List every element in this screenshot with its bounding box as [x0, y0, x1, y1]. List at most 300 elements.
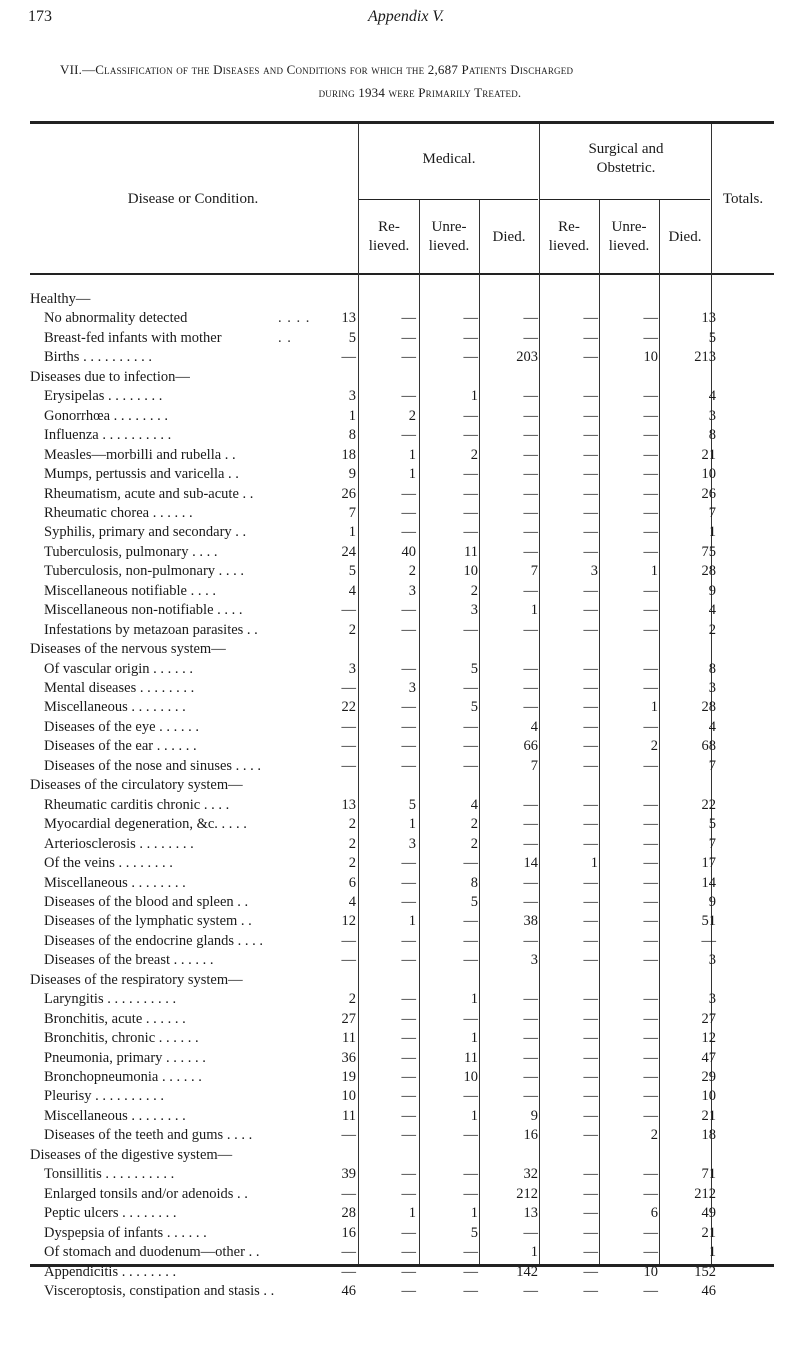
table-cell: 3 [590, 563, 598, 580]
table-cell: — [643, 446, 658, 463]
table-cell: 142 [516, 1263, 538, 1280]
table-cell: 5 [470, 893, 478, 910]
table-cell: 5 [708, 329, 716, 346]
table-row [0, 1244, 800, 1264]
table-cell: 2 [408, 563, 416, 580]
table-cell: 5 [708, 816, 716, 833]
table-cell: 71 [701, 1166, 716, 1183]
leader-dots: . . . . [278, 310, 311, 327]
table-row [0, 1186, 800, 1206]
table-cell: — [643, 893, 658, 910]
table-cell: 21 [701, 446, 716, 463]
header-med-relieved: Re- lieved. [368, 219, 410, 254]
row-label: Bronchopneumonia . . . . . . [44, 1069, 202, 1085]
table-cell: 2 [650, 738, 658, 755]
table-cell: — [583, 543, 598, 560]
row-label: Erysipelas . . . . . . . . [44, 388, 163, 405]
row-label: Breast-fed infants with mother [44, 329, 222, 346]
table-cell: — [643, 1224, 658, 1241]
row-label: Rheumatic carditis chronic . . . . [44, 796, 230, 813]
table-cell: 26 [701, 485, 716, 502]
table-cell: 3 [408, 582, 416, 599]
table-row [0, 699, 800, 719]
table-cell: — [701, 932, 716, 949]
table-cell: 5 [348, 563, 356, 580]
table-cell: 2 [348, 855, 356, 872]
table-cell: — [463, 329, 478, 346]
table-cell: — [463, 952, 478, 969]
table-cell: — [523, 816, 538, 833]
table-cell: 4 [530, 718, 538, 735]
table-cell: — [523, 1224, 538, 1241]
table-cell: 8 [348, 427, 356, 444]
table-cell: — [401, 388, 416, 405]
table-cell: 7 [708, 835, 716, 852]
table-cell: — [463, 680, 478, 696]
table-cell: — [463, 1263, 478, 1280]
table-cell: — [583, 485, 598, 502]
table-cell: 3 [708, 680, 716, 696]
table-cell: — [401, 524, 416, 541]
table-cell: 13 [341, 796, 356, 813]
row-label: Diseases of the endocrine glands . . . . [44, 932, 264, 949]
table-cell: — [643, 427, 658, 444]
table-cell: — [643, 388, 658, 405]
table-cell: 11 [342, 1107, 356, 1124]
group-heading-row [0, 291, 800, 311]
table-cell: — [643, 835, 658, 852]
table-cell: — [643, 680, 658, 696]
table-cell: — [401, 1282, 416, 1299]
table-title: VII.—Classification of the Diseases and Conditions for which the 2,687 Patients Discharged [60, 62, 574, 77]
row-label: Mental diseases . . . . . . . . [44, 680, 195, 696]
table-cell: 1 [530, 1244, 538, 1261]
table-cell: — [523, 1049, 538, 1066]
table-cell: — [643, 1107, 658, 1124]
table-cell: — [643, 1030, 658, 1047]
table-cell: — [401, 310, 416, 327]
table-cell: — [341, 932, 356, 949]
table-cell: 6 [348, 874, 356, 891]
row-label: Diseases of the nose and sinuses . . . . [44, 757, 262, 774]
table-row [0, 1069, 800, 1089]
table-cell: 203 [516, 349, 538, 366]
table-cell: — [643, 524, 658, 541]
table-row [0, 427, 800, 447]
table-cell: 10 [341, 1088, 356, 1105]
header-medical: Medical. [422, 151, 476, 167]
table-cell: 28 [701, 563, 716, 580]
table-row [0, 563, 800, 583]
row-label: Arteriosclerosis . . . . . . . . [44, 835, 194, 852]
row-label: Diseases of the circulatory system— [30, 777, 243, 794]
table-cell: 3 [530, 952, 538, 969]
table-cell: 2 [348, 991, 356, 1008]
table-cell: — [341, 1263, 356, 1280]
table-cell: 46 [701, 1282, 716, 1299]
table-cell: — [643, 796, 658, 813]
header-surg-relieved: Re- lieved. [548, 219, 590, 254]
table-cell: — [401, 855, 416, 872]
table-cell: — [583, 1127, 598, 1144]
table-cell: 1 [408, 466, 416, 483]
table-cell: 4 [348, 582, 356, 599]
table-cell: 18 [701, 1127, 716, 1144]
table-row [0, 524, 800, 544]
table-cell: — [523, 680, 538, 696]
table-cell: — [401, 1107, 416, 1124]
table-cell: — [523, 310, 538, 327]
table-cell: — [523, 835, 538, 852]
table-cell: 4 [708, 388, 716, 405]
table-cell: — [401, 1010, 416, 1027]
table-cell: — [583, 699, 598, 716]
table-cell: 28 [341, 1205, 356, 1222]
table-cell: — [463, 1088, 478, 1105]
table-cell: — [583, 1069, 598, 1085]
table-cell: 8 [470, 874, 478, 891]
table-cell: — [643, 310, 658, 327]
table-cell: — [401, 1244, 416, 1261]
table-cell: — [401, 1166, 416, 1183]
table-cell: — [643, 466, 658, 483]
table-cell: — [583, 524, 598, 541]
table-row [0, 1127, 800, 1147]
table-cell: 2 [470, 582, 478, 599]
table-cell: — [643, 913, 658, 930]
row-label: Diseases of the eye . . . . . . [44, 718, 200, 735]
table-cell: 3 [708, 991, 716, 1008]
table-cell: — [463, 485, 478, 502]
table-cell: 9 [530, 1107, 538, 1124]
group-heading-row [0, 369, 800, 389]
row-label: Births . . . . . . . . . . [44, 349, 152, 366]
table-cell: — [523, 466, 538, 483]
row-label: Diseases of the digestive system— [30, 1146, 233, 1163]
table-row [0, 913, 800, 933]
table-cell: — [401, 349, 416, 366]
table-cell: 4 [470, 796, 478, 813]
row-label: Tonsillitis . . . . . . . . . . [44, 1166, 175, 1183]
row-label: Enlarged tonsils and/or adenoids . . [44, 1185, 248, 1202]
table-cell: — [463, 718, 478, 735]
table-row [0, 330, 800, 350]
table-cell: 10 [701, 1088, 716, 1105]
table-row [0, 836, 800, 856]
table-cell: 1 [650, 699, 658, 716]
header-med-unrelieved: Unre- lieved. [428, 219, 470, 254]
group-heading-row [0, 972, 800, 992]
table-cell: 26 [341, 485, 356, 502]
table-cell: — [583, 388, 598, 405]
table-cell: — [341, 1185, 356, 1202]
table-cell: — [523, 427, 538, 444]
table-cell: 1 [470, 1030, 478, 1047]
row-label: Tuberculosis, pulmonary . . . . [44, 543, 218, 560]
table-cell: 10 [463, 563, 478, 580]
table-cell: 1 [470, 1107, 478, 1124]
table-cell: 16 [341, 1224, 356, 1241]
table-cell: 3 [470, 602, 478, 619]
table-cell: — [523, 932, 538, 949]
table-cell: — [401, 329, 416, 346]
table-cell: — [341, 1127, 356, 1144]
table-cell: — [341, 1244, 356, 1261]
row-label: Diseases of the breast . . . . . . [44, 952, 214, 969]
table-cell: — [583, 738, 598, 755]
table-row [0, 1283, 800, 1303]
table-cell: 9 [708, 582, 716, 599]
row-label: Diseases of the nervous system— [30, 641, 226, 658]
table-cell: — [523, 446, 538, 463]
table-row [0, 505, 800, 525]
table-cell: 1 [408, 1205, 416, 1222]
table-cell: — [401, 1127, 416, 1144]
table-cell: — [583, 1224, 598, 1241]
table-cell: — [401, 874, 416, 891]
row-label: Appendicitis . . . . . . . . [44, 1263, 177, 1280]
table-cell: — [583, 1088, 598, 1105]
table-cell: — [523, 407, 538, 424]
table-cell: — [463, 855, 478, 872]
table-row [0, 1108, 800, 1128]
table-cell: — [401, 485, 416, 502]
table-row [0, 349, 800, 369]
table-cell: 13 [701, 310, 716, 327]
table-cell: — [643, 543, 658, 560]
table-cell: 18 [341, 446, 356, 463]
table-cell: — [401, 504, 416, 521]
table-cell: — [523, 329, 538, 346]
table-cell: — [341, 349, 356, 366]
table-cell: — [401, 952, 416, 969]
row-label: Bronchitis, acute . . . . . . [44, 1010, 186, 1027]
table-cell: — [401, 1069, 416, 1085]
table-cell: — [643, 952, 658, 969]
table-cell: — [643, 1010, 658, 1027]
table-cell: 39 [341, 1166, 356, 1183]
row-label: Mumps, pertussis and varicella . . [44, 466, 239, 483]
table-cell: — [341, 718, 356, 735]
table-cell: — [341, 680, 356, 696]
table-cell: — [583, 718, 598, 735]
table-cell: — [583, 1030, 598, 1047]
table-cell: 11 [464, 1049, 478, 1066]
table-cell: 1 [708, 524, 716, 541]
table-cell: — [401, 1185, 416, 1202]
table-cell: — [523, 388, 538, 405]
table-cell: — [463, 466, 478, 483]
table-cell: 1 [408, 816, 416, 833]
table-cell: 28 [701, 699, 716, 716]
table-subtitle: during 1934 were Primarily Treated. [318, 85, 522, 100]
table-cell: 9 [708, 893, 716, 910]
table-row [0, 738, 800, 758]
row-label: Healthy— [30, 291, 91, 307]
table-cell: 212 [516, 1185, 538, 1202]
table-row [0, 758, 800, 778]
table-cell: — [523, 524, 538, 541]
table-cell: 8 [708, 660, 716, 677]
table-cell: — [643, 991, 658, 1008]
table-cell: — [583, 446, 598, 463]
table-cell: 2 [470, 816, 478, 833]
table-cell: — [523, 796, 538, 813]
table-cell: — [583, 504, 598, 521]
table-cell: — [583, 932, 598, 949]
table-cell: — [583, 1263, 598, 1280]
table-row [0, 486, 800, 506]
table-cell: 10 [643, 1263, 658, 1280]
table-cell: 47 [701, 1049, 716, 1066]
table-cell: — [401, 1030, 416, 1047]
table-cell: — [643, 816, 658, 833]
row-label: Diseases of the teeth and gums . . . . [44, 1127, 253, 1144]
table-cell: — [463, 738, 478, 755]
table-cell: — [341, 738, 356, 755]
table-cell: — [401, 757, 416, 774]
table-cell: — [463, 932, 478, 949]
table-row [0, 991, 800, 1011]
table-cell: 10 [463, 1069, 478, 1085]
table-cell: — [401, 621, 416, 638]
table-cell: — [583, 1049, 598, 1066]
table-cell: 22 [701, 796, 716, 813]
table-cell: 40 [401, 543, 416, 560]
table-row [0, 719, 800, 739]
table-cell: — [463, 1244, 478, 1261]
table-cell: 1 [708, 1244, 716, 1261]
row-label: Measles—morbilli and rubella . . [44, 446, 236, 463]
table-cell: 2 [348, 621, 356, 638]
table-cell: 1 [470, 388, 478, 405]
row-label: Infestations by metazoan parasites . . [44, 621, 258, 638]
table-cell: — [341, 952, 356, 969]
table-row [0, 408, 800, 428]
table-cell: — [583, 1282, 598, 1299]
table-row [0, 310, 800, 330]
table-cell: — [523, 1069, 538, 1085]
table-cell: 7 [708, 504, 716, 521]
table-cell: — [643, 1088, 658, 1105]
row-label: Diseases of the lymphatic system . . [44, 913, 252, 930]
table-cell: 32 [523, 1166, 538, 1183]
table-row [0, 875, 800, 895]
table-cell: 11 [342, 1030, 356, 1047]
table-cell: — [643, 1185, 658, 1202]
group-heading-row [0, 1147, 800, 1167]
table-cell: 213 [694, 349, 716, 366]
table-cell: — [583, 582, 598, 599]
table-cell: 46 [341, 1282, 356, 1299]
table-cell: — [401, 932, 416, 949]
table-row [0, 1205, 800, 1225]
table-cell: — [643, 504, 658, 521]
table-row [0, 1166, 800, 1186]
table-cell: — [583, 466, 598, 483]
table-cell: 19 [341, 1069, 356, 1085]
header-bottom-rule [30, 273, 774, 275]
table-cell: 68 [701, 738, 716, 755]
subheader-rule-surgical [540, 199, 710, 200]
table-cell: 1 [530, 602, 538, 619]
table-cell: — [583, 874, 598, 891]
table-cell: 5 [470, 699, 478, 716]
table-cell: — [583, 835, 598, 852]
table-cell: 12 [701, 1030, 716, 1047]
table-cell: — [583, 757, 598, 774]
table-cell: 22 [341, 699, 356, 716]
table-cell: 10 [701, 466, 716, 483]
table-cell: 8 [708, 427, 716, 444]
table-cell: — [401, 427, 416, 444]
row-label: Rheumatic chorea . . . . . . [44, 504, 193, 521]
row-label: Bronchitis, chronic . . . . . . [44, 1030, 199, 1047]
table-cell: 27 [701, 1010, 716, 1027]
row-label: Diseases of the ear . . . . . . [44, 738, 197, 755]
table-cell: 2 [470, 835, 478, 852]
page-number: 173 [28, 8, 52, 25]
row-label: Peptic ulcers . . . . . . . . [44, 1205, 177, 1222]
table-row [0, 583, 800, 603]
table-cell: — [643, 621, 658, 638]
table-cell: — [583, 427, 598, 444]
table-cell: 2 [348, 816, 356, 833]
row-label: Dyspepsia of infants . . . . . . [44, 1224, 207, 1241]
table-cell: — [463, 504, 478, 521]
row-label: Rheumatism, acute and sub-acute . . [44, 485, 254, 502]
table-cell: 3 [348, 388, 356, 405]
table-cell: — [401, 1088, 416, 1105]
row-label: Gonorrhœa . . . . . . . . [44, 407, 169, 424]
table-cell: 2 [650, 1127, 658, 1144]
table-cell: — [583, 602, 598, 619]
table-row [0, 1011, 800, 1031]
table-cell: 24 [341, 543, 356, 560]
table-cell: — [523, 582, 538, 599]
table-cell: 21 [701, 1224, 716, 1241]
table-cell: — [523, 874, 538, 891]
row-label: Of stomach and duodenum—other . . [44, 1244, 260, 1261]
table-cell: — [523, 1088, 538, 1105]
table-cell: 2 [708, 621, 716, 638]
subheader-rule-medical [358, 199, 538, 200]
table-cell: 5 [470, 660, 478, 677]
row-label: Miscellaneous notifiable . . . . [44, 582, 216, 599]
table-cell: — [463, 1282, 478, 1299]
table-cell: 3 [348, 660, 356, 677]
table-cell: 12 [341, 913, 356, 930]
table-cell: 6 [650, 1205, 658, 1222]
table-cell: — [463, 524, 478, 541]
row-label: Pneumonia, primary . . . . . . [44, 1049, 206, 1066]
row-label: Of the veins . . . . . . . . [44, 855, 173, 872]
row-label: Diseases of the respiratory system— [30, 971, 243, 988]
table-row [0, 1264, 800, 1284]
table-cell: 1 [470, 991, 478, 1008]
table-cell: 9 [348, 466, 356, 483]
table-cell: — [463, 1185, 478, 1202]
table-cell: 1 [590, 855, 598, 872]
group-heading-row [0, 777, 800, 797]
table-cell: — [463, 407, 478, 424]
table-cell: 3 [708, 407, 716, 424]
table-cell: — [401, 1049, 416, 1066]
table-row [0, 933, 800, 953]
table-cell: — [583, 680, 598, 696]
table-cell: 7 [530, 563, 538, 580]
row-label: Diseases of the blood and spleen . . [44, 893, 249, 910]
